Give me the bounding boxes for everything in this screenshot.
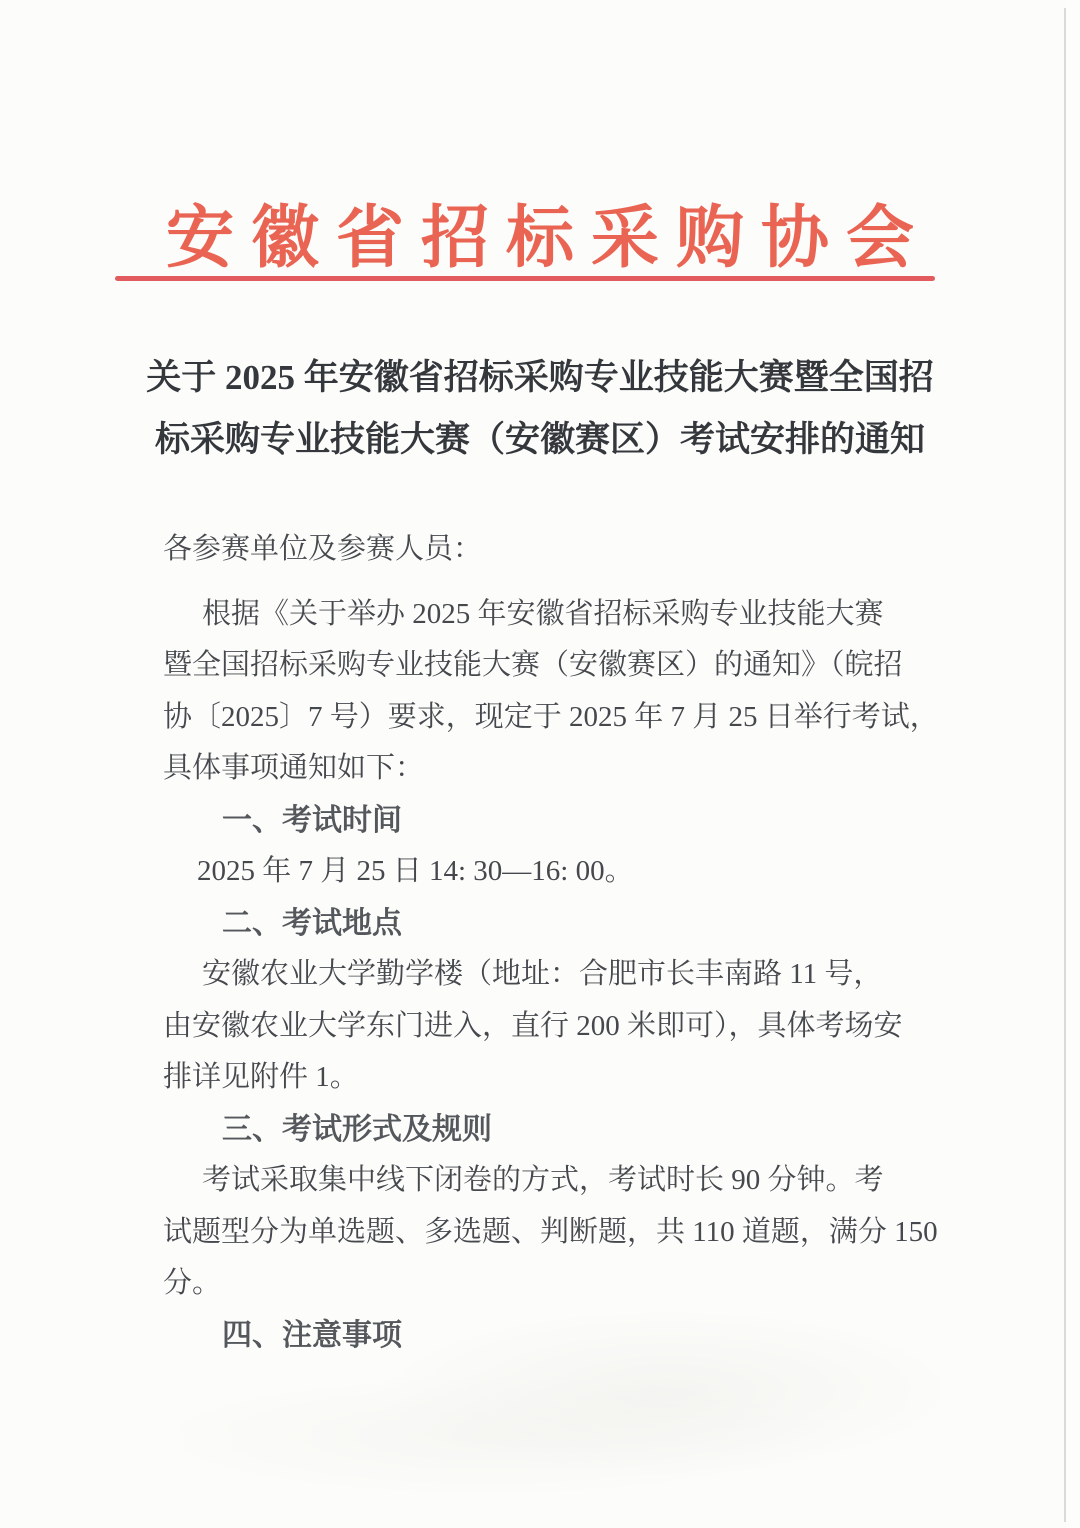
section-heading: 一、考试时间 [222,804,402,838]
body-line: 由安徽农业大学东门进入，直行 200 米即可），具体考场安 [163,1009,903,1042]
body-line: 暨全国招标采购专业技能大赛（安徽赛区）的通知》（皖招 [163,649,903,682]
notice-body [163,521,939,1358]
body-line: 具体事项通知如下： [163,752,425,785]
section-heading: 四、注意事项 [222,1319,402,1353]
body-line: 分。 [163,1267,222,1300]
body-line: 各参赛单位及参赛人员： [163,533,483,566]
body-line: 协〔2025〕7 号）要求，现定于 2025 年 7 月 25 日举行考试， [163,700,939,733]
body-line: 2025 年 7 月 25 日 14: 30—16: 00。 [197,855,634,888]
notice-title [60,347,1020,471]
section-heading: 三、考试形式及规则 [222,1113,492,1147]
scan-edge-line [1064,8,1066,1522]
body-line: 根据《关于举办 2025 年安徽省招标采购专业技能大赛 [202,597,884,630]
body-line: 考试采取集中线下闭卷的方式，考试时长 90 分钟。考 [202,1164,884,1197]
body-line: 试题型分为单选题、多选题、判断题，共 110 道题，满分 150 [163,1215,938,1248]
section-heading: 二、考试地点 [222,907,402,941]
letterhead-org-name: 安徽省招标采购协会 [165,200,931,276]
body-line: 排详见附件 1。 [163,1061,359,1094]
notice-title-line-1: 关于 2025 年安徽省招标采购专业技能大赛暨全国招 [146,358,934,397]
letterhead-divider-rule [115,276,935,281]
notice-title-line-2: 标采购专业技能大赛（安徽赛区）考试安排的通知 [154,420,925,459]
scan-edge-strip [1066,0,1080,1528]
body-line: 安徽农业大学勤学楼（地址：合肥市长丰南路 11 号， [202,958,883,991]
